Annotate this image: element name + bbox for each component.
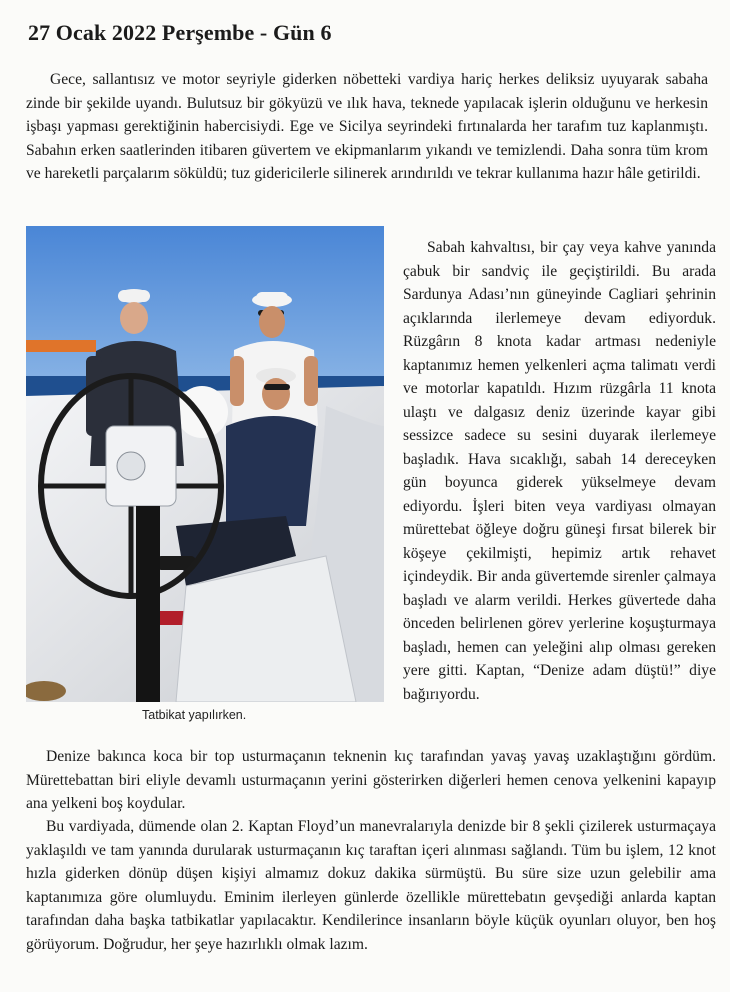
article-paragraph-3: Denize bakınca koca bir top usturmaçanın teknenin kıç tarafından yavaş yavaş uzaklaştığını gördüm. Mürettebattan biri eliyle devamlı usturmaçanın yerini gösterirken diğerleri hemen cenova yelkenini kapayıp ana yelkeni boş koydular. <box>26 748 716 812</box>
page-title: 27 Ocak 2022 Perşembe - Gün 6 <box>28 20 332 45</box>
article-paragraph-4: Bu vardiyada, dümende olan 2. Kaptan Floyd’un manevralarıyla denizde bir 8 şekli çizilerek usturmaçaya yaklaşıldı ve tam yanında durularak usturmaçanın kıç taraftan içeri alınması sağlandı. Tüm bu işlem, 12 knot hızla giderken dönüp düşen kişiyi almamız dokuz dakika sürmüştü. Bu süre size uzun gelebilir ama kaptanımıza göre olumluydu. Eminim ilerleyen günlerde özellikle mürettebatın gevşediği anlarda kaptan tarafından daha başka tatbikatlar yapılacaktır. Kendilerince insanların böyle küçük oyunları oluyor, ben hoş görüyorum. Doğrudur, her şeye hazırlıklı olmak lazım. <box>26 818 716 953</box>
article-paragraph-1: Gece, sallantısız ve motor seyriyle giderken nöbetteki vardiya hariç herkes deliksiz uyuyarak sabaha zinde bir şekilde uyandı. Bulutsuz bir gökyüzü ve ılık hava, teknede yapılacak işlerin olduğunu ve herkesin işbaşı yapması gerektiğinin habercisiydi. Ege ve Sicilya seyrindeki fırtınalarda her tarafım tuz kaplanmıştı. Sabahın erken saatlerinden itibaren güvertem ve ekipmanlarım yıkandı ve temizlendi. Daha sonra tüm krom ve hareketli parçalarım söküldü; tuz gidericilerle silinerek arındırıldı ve tekrar kullanıma hazır hâle getirildi. <box>26 71 708 182</box>
sky <box>26 226 384 396</box>
helm-pedestal <box>136 506 160 702</box>
sailing-crew-photo <box>26 226 384 702</box>
boom <box>26 340 96 352</box>
photo-caption: Tatbikat yapılırken. <box>142 708 247 722</box>
article-paragraph-2: Sabah kahvaltısı, bir çay veya kahve yanında çabuk bir sandviç ile geçiştirildi. Bu arada Sardunya Adası’nın güneyinde Cagliari şehrinin açıklarında ilerlemeye devam ediyorduk. Rüzgârın 8 knota kadar artması nedeniyle kaptanımız hemen yelkenleri açma talimatı verdi ve motorlar kapatıldı. Hızım rüzgârla 11 knota ulaştı ve dalgasız deniz üzerinde kayar gibi sessizce sadece su sesini duyarak ilerlemeye başladık. Hava sıcaklığı, sabah 14 dereceyken gün boyunca giderek yükselmeye devam ediyordu. İşleri biten veya vardiyası olmayan mürettebat öğleye doğru güneşi fırsat bilerek bir köşeye çekilmişti, hepimiz artık rehavet içindeydik. Bir anda güvertemde sirenler çalmaya başladı ve alarm verildi. Herkes güvertede daha önceden belirlenen görev yerlerine koşuşturmaya başladı, hemen can yeleğini alıp olması gereken yere gitti. Kaptan, “Denize adam düştü!” diye bağırıyordu. <box>403 239 716 703</box>
helm-wheel <box>41 376 221 596</box>
